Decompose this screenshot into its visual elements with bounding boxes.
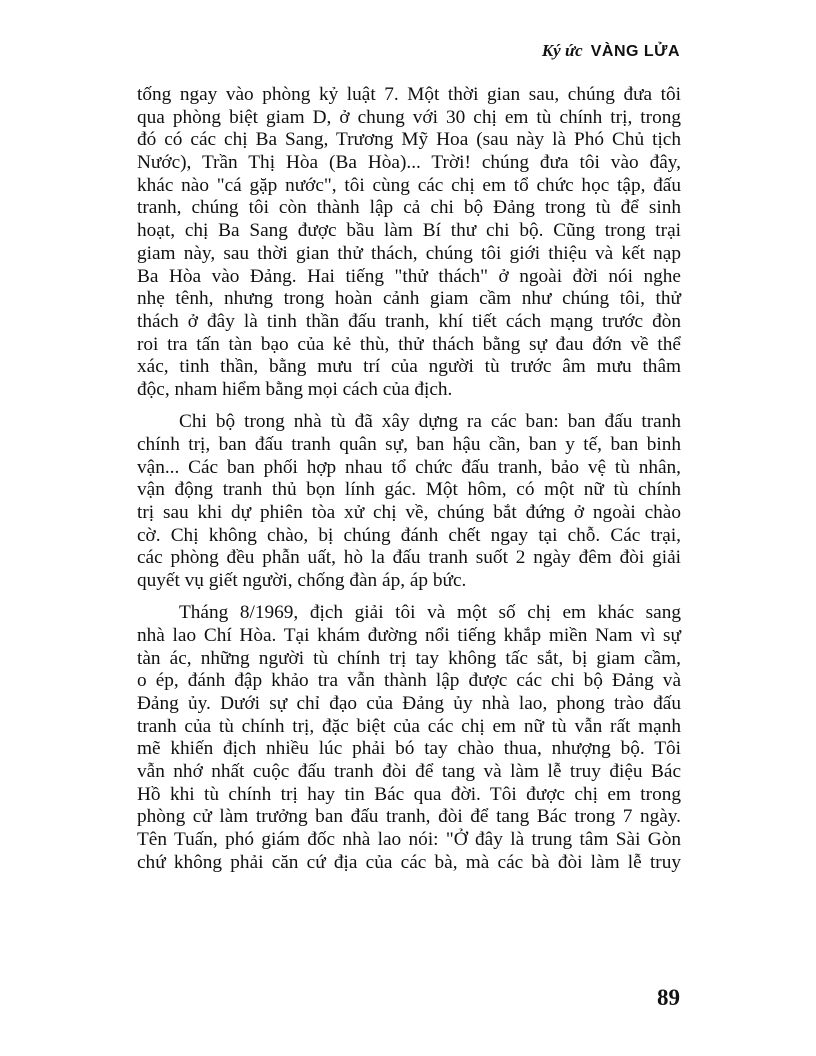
page-number: 89	[657, 985, 680, 1010]
text-line: Chi bộ trong nhà tù đã xây dựng ra các ban: ban đấu tranh	[179, 411, 681, 433]
text-line: quyết vụ giết người, chống đàn áp, áp bức.	[137, 569, 467, 591]
text-line: qua phòng biệt giam D, ở chung với 30 chị em tù chính trị, trong	[137, 106, 681, 128]
text-line: Hồ khi tù chính trị hay tin Bác qua đời. Tôi được chị em trong	[137, 783, 681, 805]
text-line: trị sau khi dự phiên tòa xử chị về, chúng bắt đứng ở ngoài chào	[137, 501, 681, 523]
text-line: khác nào "cá gặp nước", tôi cùng các chị em tổ chức học tập, đấu	[137, 174, 681, 196]
text-line: o ép, đánh đập khảo tra vẫn thành lập được các chi bộ Đảng và	[137, 670, 681, 692]
paragraph	[137, 602, 681, 874]
text-line: các phòng đều phẫn uất, hò la đấu tranh suốt 2 ngày đêm đòi giải	[137, 547, 681, 569]
text-line: tàn ác, những người tù chính trị tay không tấc sắt, bị giam cầm,	[137, 647, 681, 669]
text-line: hoạt, chị Ba Sang được bầu làm Bí thư chi bộ. Cũng trong trại	[137, 220, 681, 242]
text-line: Ba Hòa vào Đảng. Hai tiếng "thử thách" ở ngoài đời nói nghe	[137, 265, 681, 287]
text-line: xác, tinh thần, bằng mưu trí của người tù trước âm mưu thâm	[137, 356, 681, 378]
text-line: Tháng 8/1969, địch giải tôi và một số chị em khác sang	[179, 602, 681, 624]
text-line: giam này, sau thời gian thử thách, chúng tôi giới thiệu và kết nạp	[137, 242, 681, 264]
text-line: nhà lao Chí Hòa. Tại khám đường nổi tiếng khắp miền Nam vì sự	[137, 624, 681, 646]
text-line: thách ở đây là tinh thần đấu tranh, khí tiết cách mạng trước đòn	[137, 310, 681, 332]
text-line: vẫn nhớ nhất cuộc đấu tranh đòi để tang và làm lễ truy điệu Bác	[137, 760, 681, 782]
text-line: phòng cử làm trưởng ban đấu tranh, đòi để tang Bác trong 7 ngày.	[137, 806, 681, 828]
text-line: tranh, chúng tôi còn thành lập cả chi bộ Đảng trong tù để sinh	[137, 197, 681, 219]
header-script-text: Ký ức	[541, 41, 583, 60]
text-line: vận động tranh thủ bọn lính gác. Một hôm, có một nữ tù chính	[137, 479, 681, 501]
text-line: Đảng ủy. Dưới sự chỉ đạo của Đảng ủy nhà lao, phong trào đấu	[137, 692, 681, 714]
text-line: chính trị, ban đấu tranh quân sự, ban hậu cần, ban y tế, ban binh	[137, 433, 681, 455]
text-line: chứ không phải căn cứ địa của các bà, mà các bà đòi làm lễ truy	[137, 851, 681, 873]
header-title: VÀNG LỬA	[590, 43, 680, 60]
text-line: tống ngay vào phòng kỷ luật 7. Một thời gian sau, chúng đưa tôi	[137, 84, 681, 105]
text-line: Nước), Trần Thị Hòa (Ba Hòa)... Trời! chúng đưa tôi vào đây,	[137, 152, 681, 174]
text-line: Tên Tuấn, phó giám đốc nhà lao nói: "Ở đây là trung tâm Sài Gòn	[137, 829, 681, 850]
text-line: đó có các chị Ba Sang, Trương Mỹ Hoa (sau này là Phó Chủ tịch	[137, 129, 681, 151]
text-line: độc, nham hiểm bằng mọi cách của địch.	[137, 378, 453, 400]
text-line: roi tra tấn tàn bạo của kẻ thù, thử thách bằng sự đau đớn về thể	[137, 333, 681, 355]
text-line: mẽ khiến địch nhiều lúc phải bó tay chào thua, nhượng bộ. Tôi	[137, 738, 681, 760]
text-line: vận... Các ban phối hợp nhau tổ chức đấu tranh, bảo vệ tù nhân,	[137, 456, 681, 478]
text-line: nhẹ tênh, nhưng trong hoàn cảnh giam cầm như chúng tôi, thử	[137, 288, 681, 310]
running-header	[542, 40, 680, 62]
paragraph	[137, 411, 681, 593]
text-line: tranh của tù chính trị, đặc biệt của các chị em nữ tù vẫn rất mạnh	[137, 715, 681, 737]
paragraph	[137, 84, 681, 402]
page-body	[137, 84, 681, 884]
text-line: cờ. Chị không chào, bị chúng đánh chết ngay tại chỗ. Các trại,	[137, 524, 681, 546]
